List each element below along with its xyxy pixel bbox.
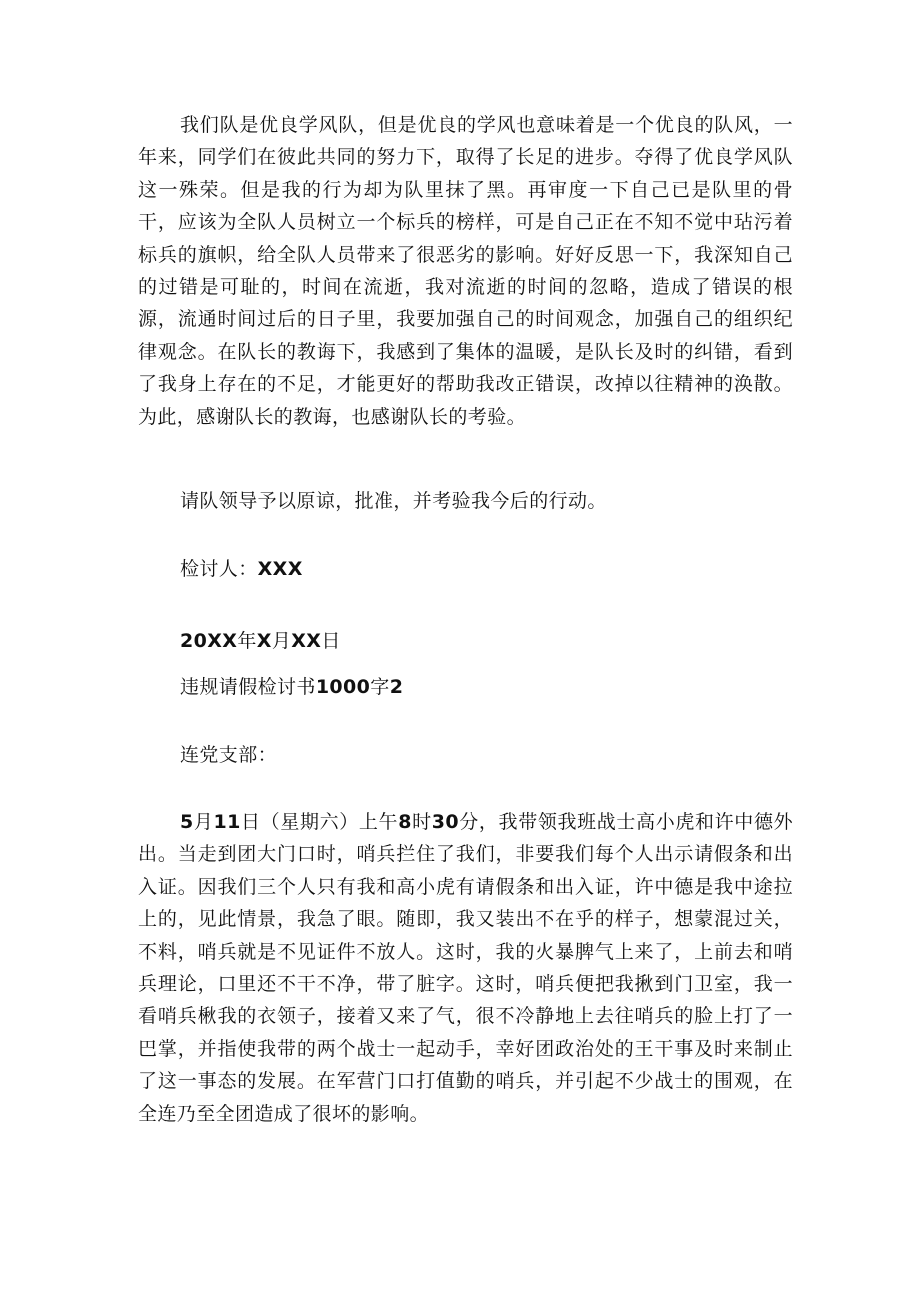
salutation: 连党支部： [180,744,278,766]
signer-line [180,556,303,582]
incident-minute: 30 [431,811,459,833]
document-title [180,674,403,700]
date-year: 20XX [180,630,238,652]
reflection-paragraph: 我们队是优良学风队，但是优良的学风也意味着是一个优良的队风，一年来，同学们在彼此共同的努力下，取得了长足的进步。夺得了优良学风队这一殊荣。但是我的行为却为队里抹了黑。再审度一下自己已是队里的骨干，应该为全队人员树立一个标兵的榜样，可是自己正在不知不觉中玷污着标兵的旗帜，给全队人员带来了很恶劣的影响。好好反思一下，我深知自己的过错是可耻的，时间在流逝，我对流逝的时间的忽略，造成了错误的根源，流通时间过后的日子里，我要加强自己的时间观念，加强自己的组织纪律观念。在队长的教诲下，我感到了集体的温暖，是队长及时的纠错，看到了我身上存在的不足，才能更好的帮助我改正错误，改掉以往精神的涣散。为此，感谢队长的教诲，也感谢队长的考验。 [138,114,793,428]
date-year-unit: 年 [237,630,257,652]
incident-text-3: 分，我带领我班战士高小虎和许中德外出。当走到团大门口时，哨兵拦住了我们，非要我们每个人出示请假条和出入证。因我们三个人只有我和高小虎有请假条和出入证，许中德是我中途拉上的，见此情景，我急了眼。随即，我又装出不在乎的样子，想蒙混过关，不料，哨兵就是不见证件不放人。这时，我的火暴脾气上来了，上前去和哨兵理论，口里还不干不净，带了脏字。这时，哨兵便把我揪到门卫室，我一看哨兵楸我的衣领子，接着又来了气，很不冷静地上去往哨兵的脸上打了一巴掌，并指使我带的两个战士一起动手，幸好团政治处的王干事及时来制止了这一事态的发展。在军营门口打值勤的哨兵，并引起不少战士的围观，在全连乃至全团造成了很坏的影响。 [138,811,794,1125]
title-count: 1000 [315,676,371,698]
title-number: 2 [389,676,404,698]
request-line: 请队领导予以原谅，批准，并考验我今后的行动。 [180,490,607,512]
date-month: X [256,630,272,652]
date-day-unit: 日 [321,630,341,652]
incident-paragraph [138,806,793,1130]
incident-month-unit: 月 [193,811,214,833]
incident-day: 11 [213,811,241,833]
signer-name: XXX [257,558,303,580]
incident-text-2: 时 [411,811,432,833]
incident-text-1: 日（星期六）上午 [240,811,399,833]
date-day: XX [291,630,322,652]
title-suffix: 字 [370,676,390,698]
date-line [180,628,341,654]
incident-month: 5 [180,811,194,833]
signer-label: 检讨人： [180,558,258,580]
incident-hour: 8 [398,811,412,833]
date-month-unit: 月 [271,630,292,652]
title-prefix: 违规请假检讨书 [180,676,316,698]
